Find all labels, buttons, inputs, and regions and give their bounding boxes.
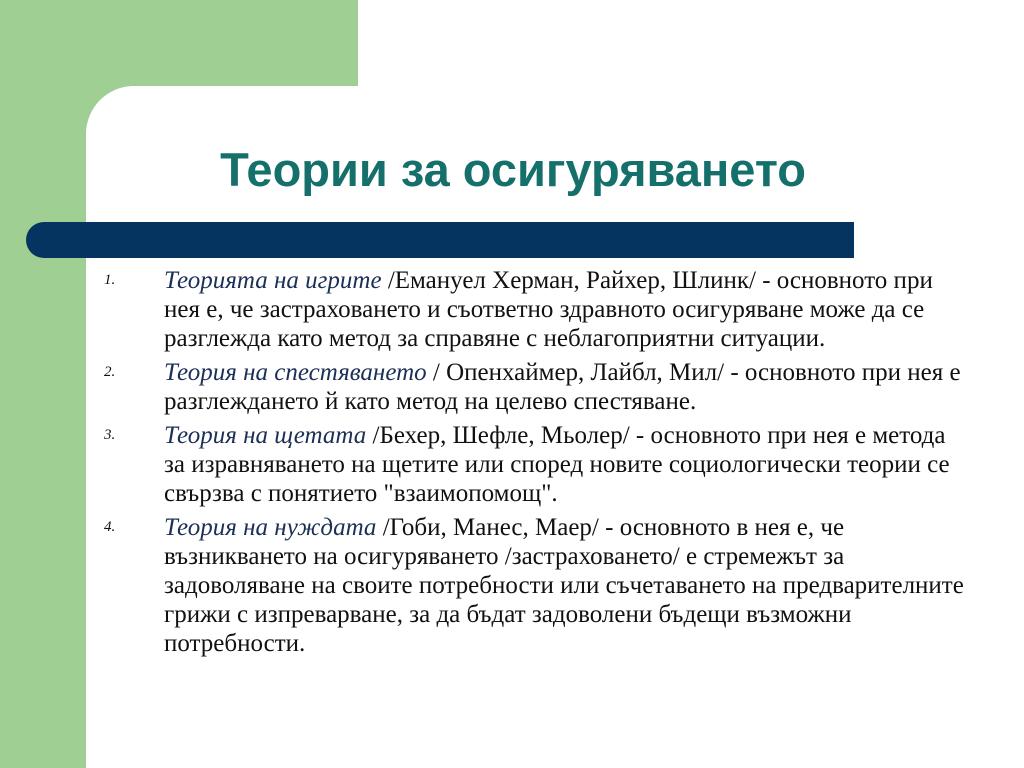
list-item [104,513,964,658]
list-item [104,266,964,353]
list-item [104,358,964,416]
theory-list [104,266,964,663]
slide-title: Теории за осигуряването [220,143,806,196]
theory-name: Теория на щетата [164,422,367,449]
theory-name: Теория на нуждата [164,514,377,541]
title-underline-bar [26,222,854,258]
list-item [104,421,964,508]
list-number: 4. [104,519,116,535]
list-number: 3. [104,427,116,443]
theory-description: / Опенхаймер, Лайбл, Мил/ - основното при нея е разглеждането й като метод на целево спестяване. [164,359,961,415]
theory-description: /Емануел Херман, Райхер, Шлинк/ - основното при нея е, че застраховането и съответно здравното осигуряване може да се разглежда като метод за справяне с неблагоприятни ситуации. [164,267,933,352]
theory-name: Теория на спестяването [164,359,427,386]
theory-description: /Гоби, Манес, Маер/ - основното в нея е, че възникването на осигуряването /застраховането/ е стремежът за задоволяване на своите потребности или съчетаването на предварителните грижи с изпреварване, за да бъдат задоволени бъдещи възможни потребности. [164,514,964,657]
theory-name: Теорията на игрите [164,267,382,294]
theory-description: /Бехер, Шефле, Мьолер/ - основното при нея е метода за изравняването на щетите или според новите социологически теории се свързва с понятието "взаимопомощ". [164,422,950,507]
list-number: 1. [104,272,116,288]
list-number: 2. [104,364,116,380]
